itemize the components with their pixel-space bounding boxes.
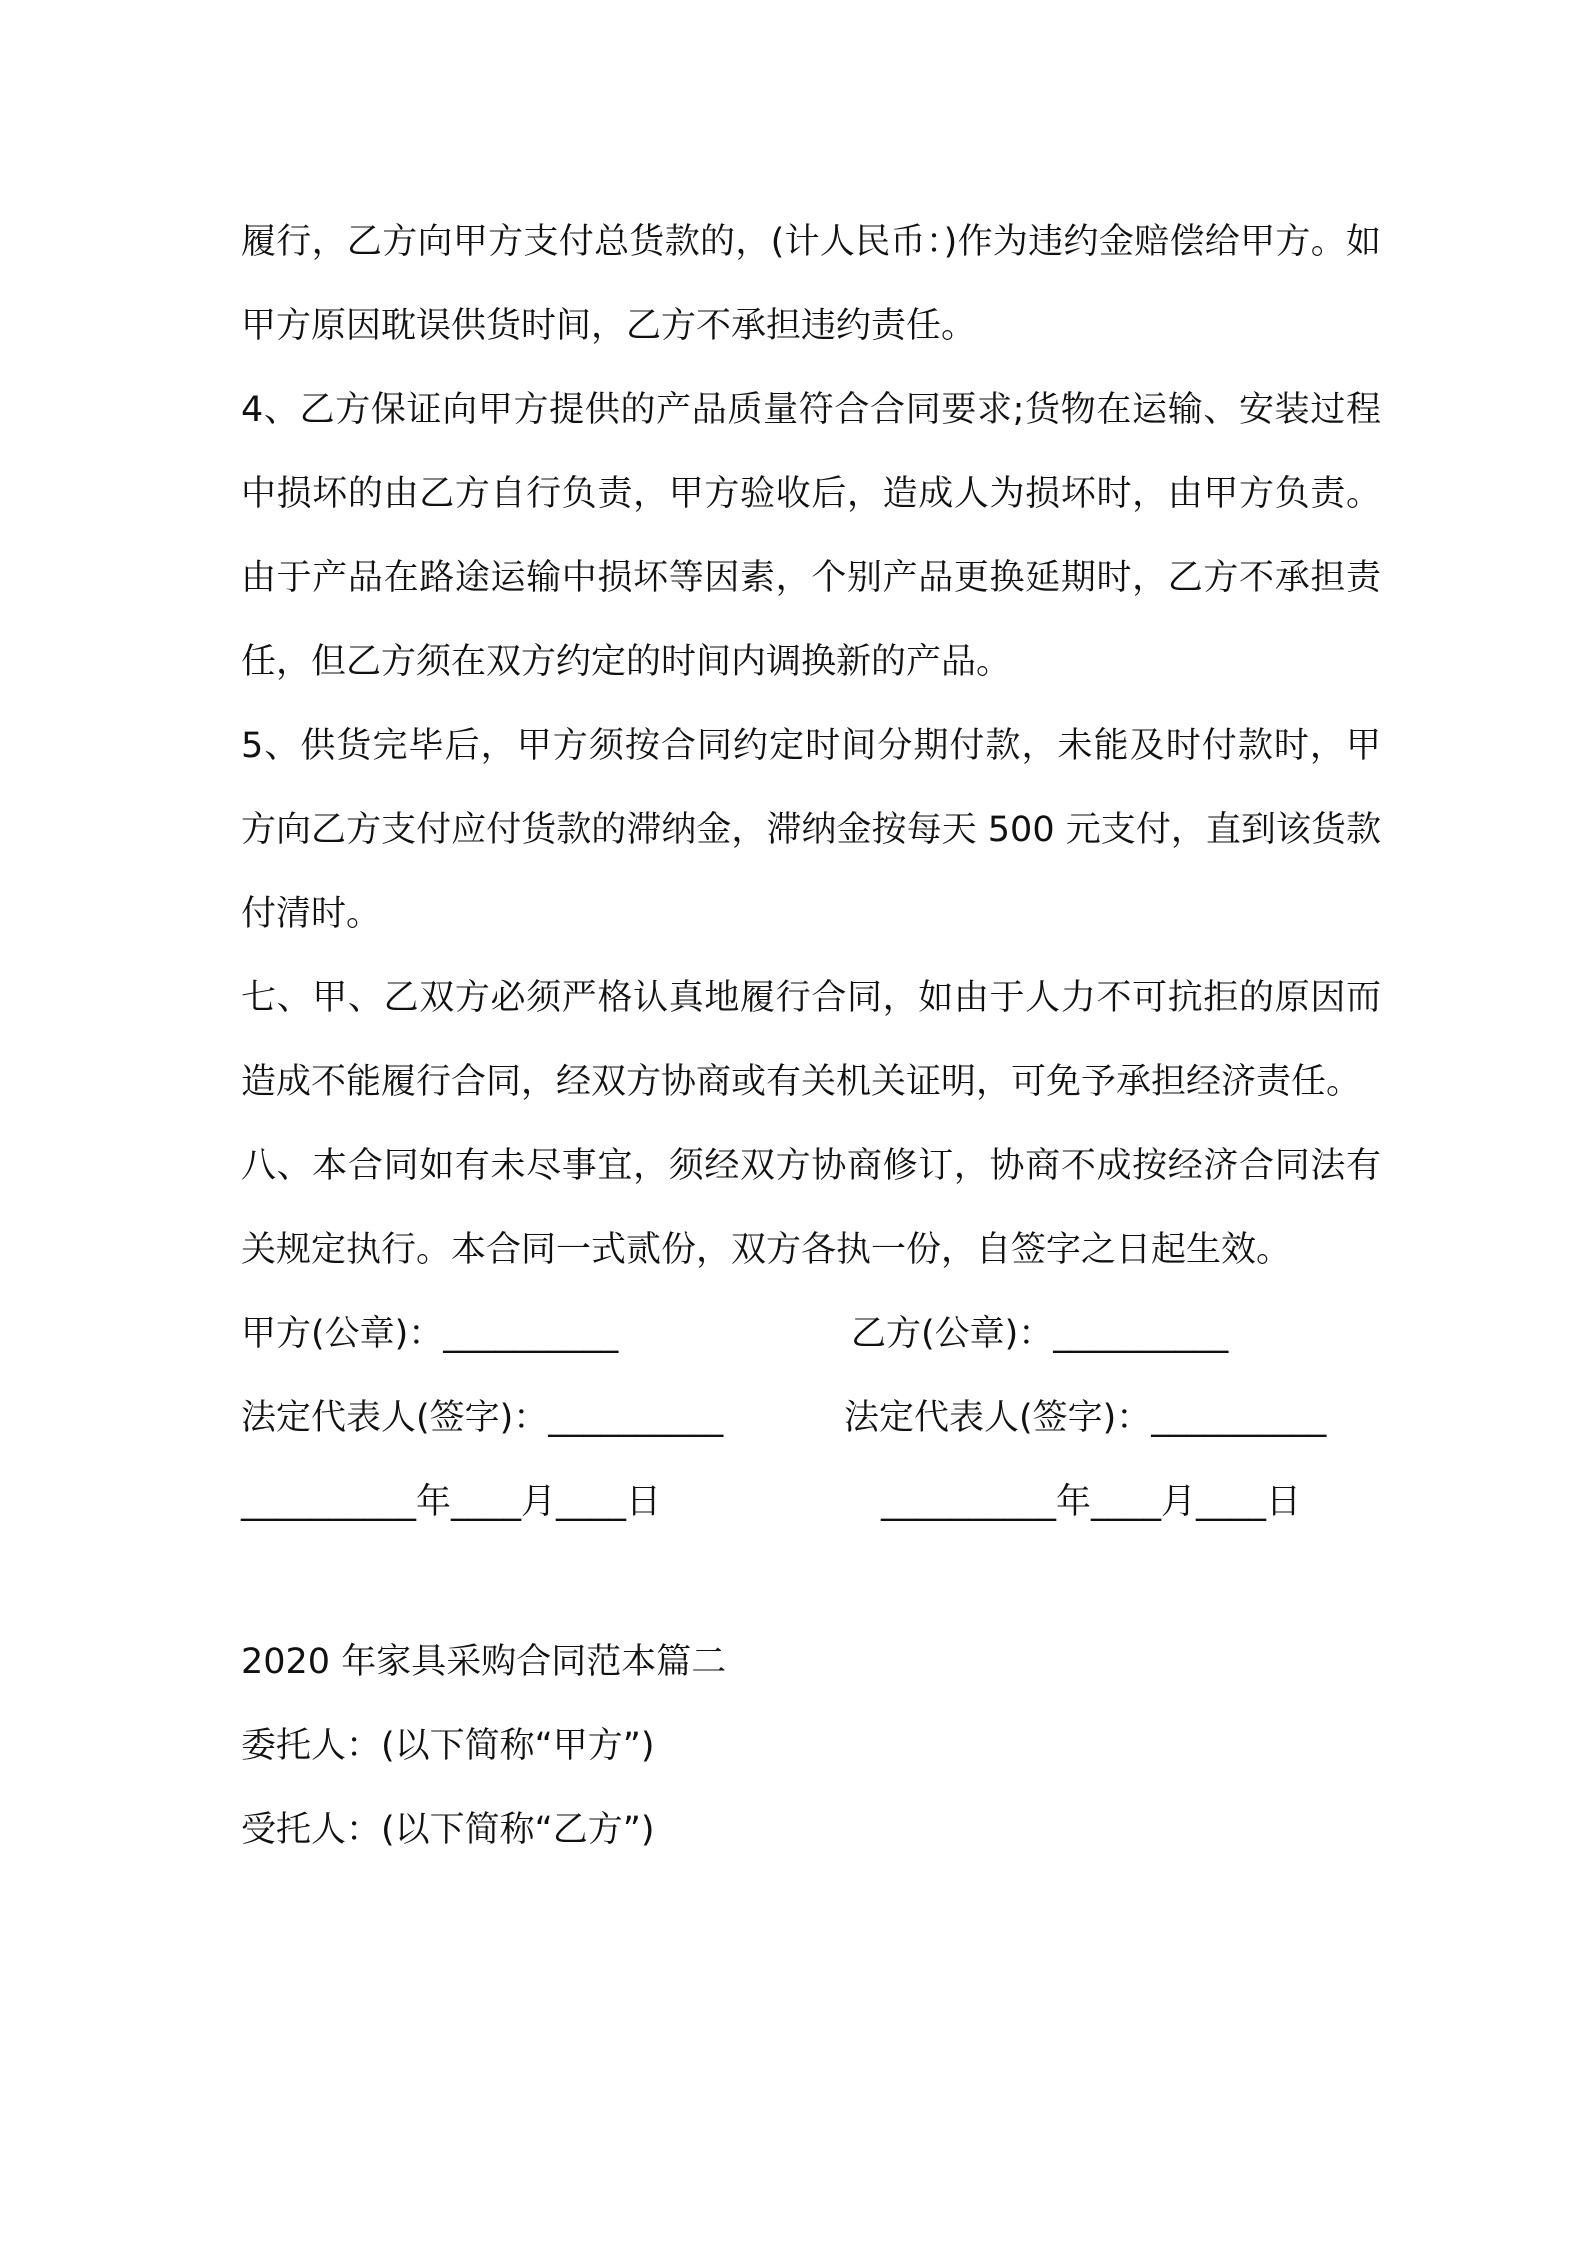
party-a-date-field: __________年____月____日 — [241, 1482, 662, 1522]
party-a-seal-field: 甲方(公章)：__________ — [241, 1314, 619, 1354]
paragraph-clause-8: 八、本合同如有未尽事宜，须经双方协商修订，协商不成按经济合同法有关规定执行。本合同一式贰份，双方各执一份，自签字之日起生效。 — [241, 1146, 1381, 1270]
signature-row-date — [241, 1460, 1381, 1544]
section-two-title: 2020 年家具采购合同范本篇二 — [241, 1642, 727, 1682]
party-a-representative-field: 法定代表人(签字)：__________ — [241, 1398, 724, 1438]
party-b-date-field: __________年____月____日 — [881, 1482, 1302, 1522]
paragraph-breach-penalty: 履行，乙方向甲方支付总货款的，(计人民币：)作为违约金赔偿给甲方。如甲方原因耽误供货时间，乙方不承担违约责任。 — [241, 222, 1381, 346]
client-line: 委托人：(以下简称“甲方”) — [241, 1726, 655, 1766]
section-spacer — [241, 1544, 1381, 1620]
signature-row-seal — [241, 1292, 1381, 1376]
paragraph-clause-5: 5、供货完毕后，甲方须按合同约定时间分期付款，未能及时付款时，甲方向乙方支付应付货款的滞纳金，滞纳金按每天 500 元支付，直到该货款付清时。 — [241, 726, 1381, 934]
trustee-line: 受托人：(以下简称“乙方”) — [241, 1810, 655, 1850]
paragraph-clause-4: 4、乙方保证向甲方提供的产品质量符合合同要求;货物在运输、安装过程中损坏的由乙方自行负责，甲方验收后，造成人为损坏时，由甲方负责。由于产品在路途运输中损坏等因素，个别产品更换延期时，乙方不承担责任，但乙方须在双方约定的时间内调换新的产品。 — [241, 390, 1381, 682]
document-content — [241, 200, 1381, 1872]
party-b-representative-field: 法定代表人(签字)：__________ — [844, 1398, 1327, 1438]
party-b-seal-field: 乙方(公章)：__________ — [851, 1314, 1229, 1354]
paragraph-clause-7: 七、甲、乙双方必须严格认真地履行合同，如由于人力不可抗拒的原因而造成不能履行合同，经双方协商或有关机关证明，可免予承担经济责任。 — [241, 978, 1381, 1102]
signature-row-representative — [241, 1376, 1381, 1460]
